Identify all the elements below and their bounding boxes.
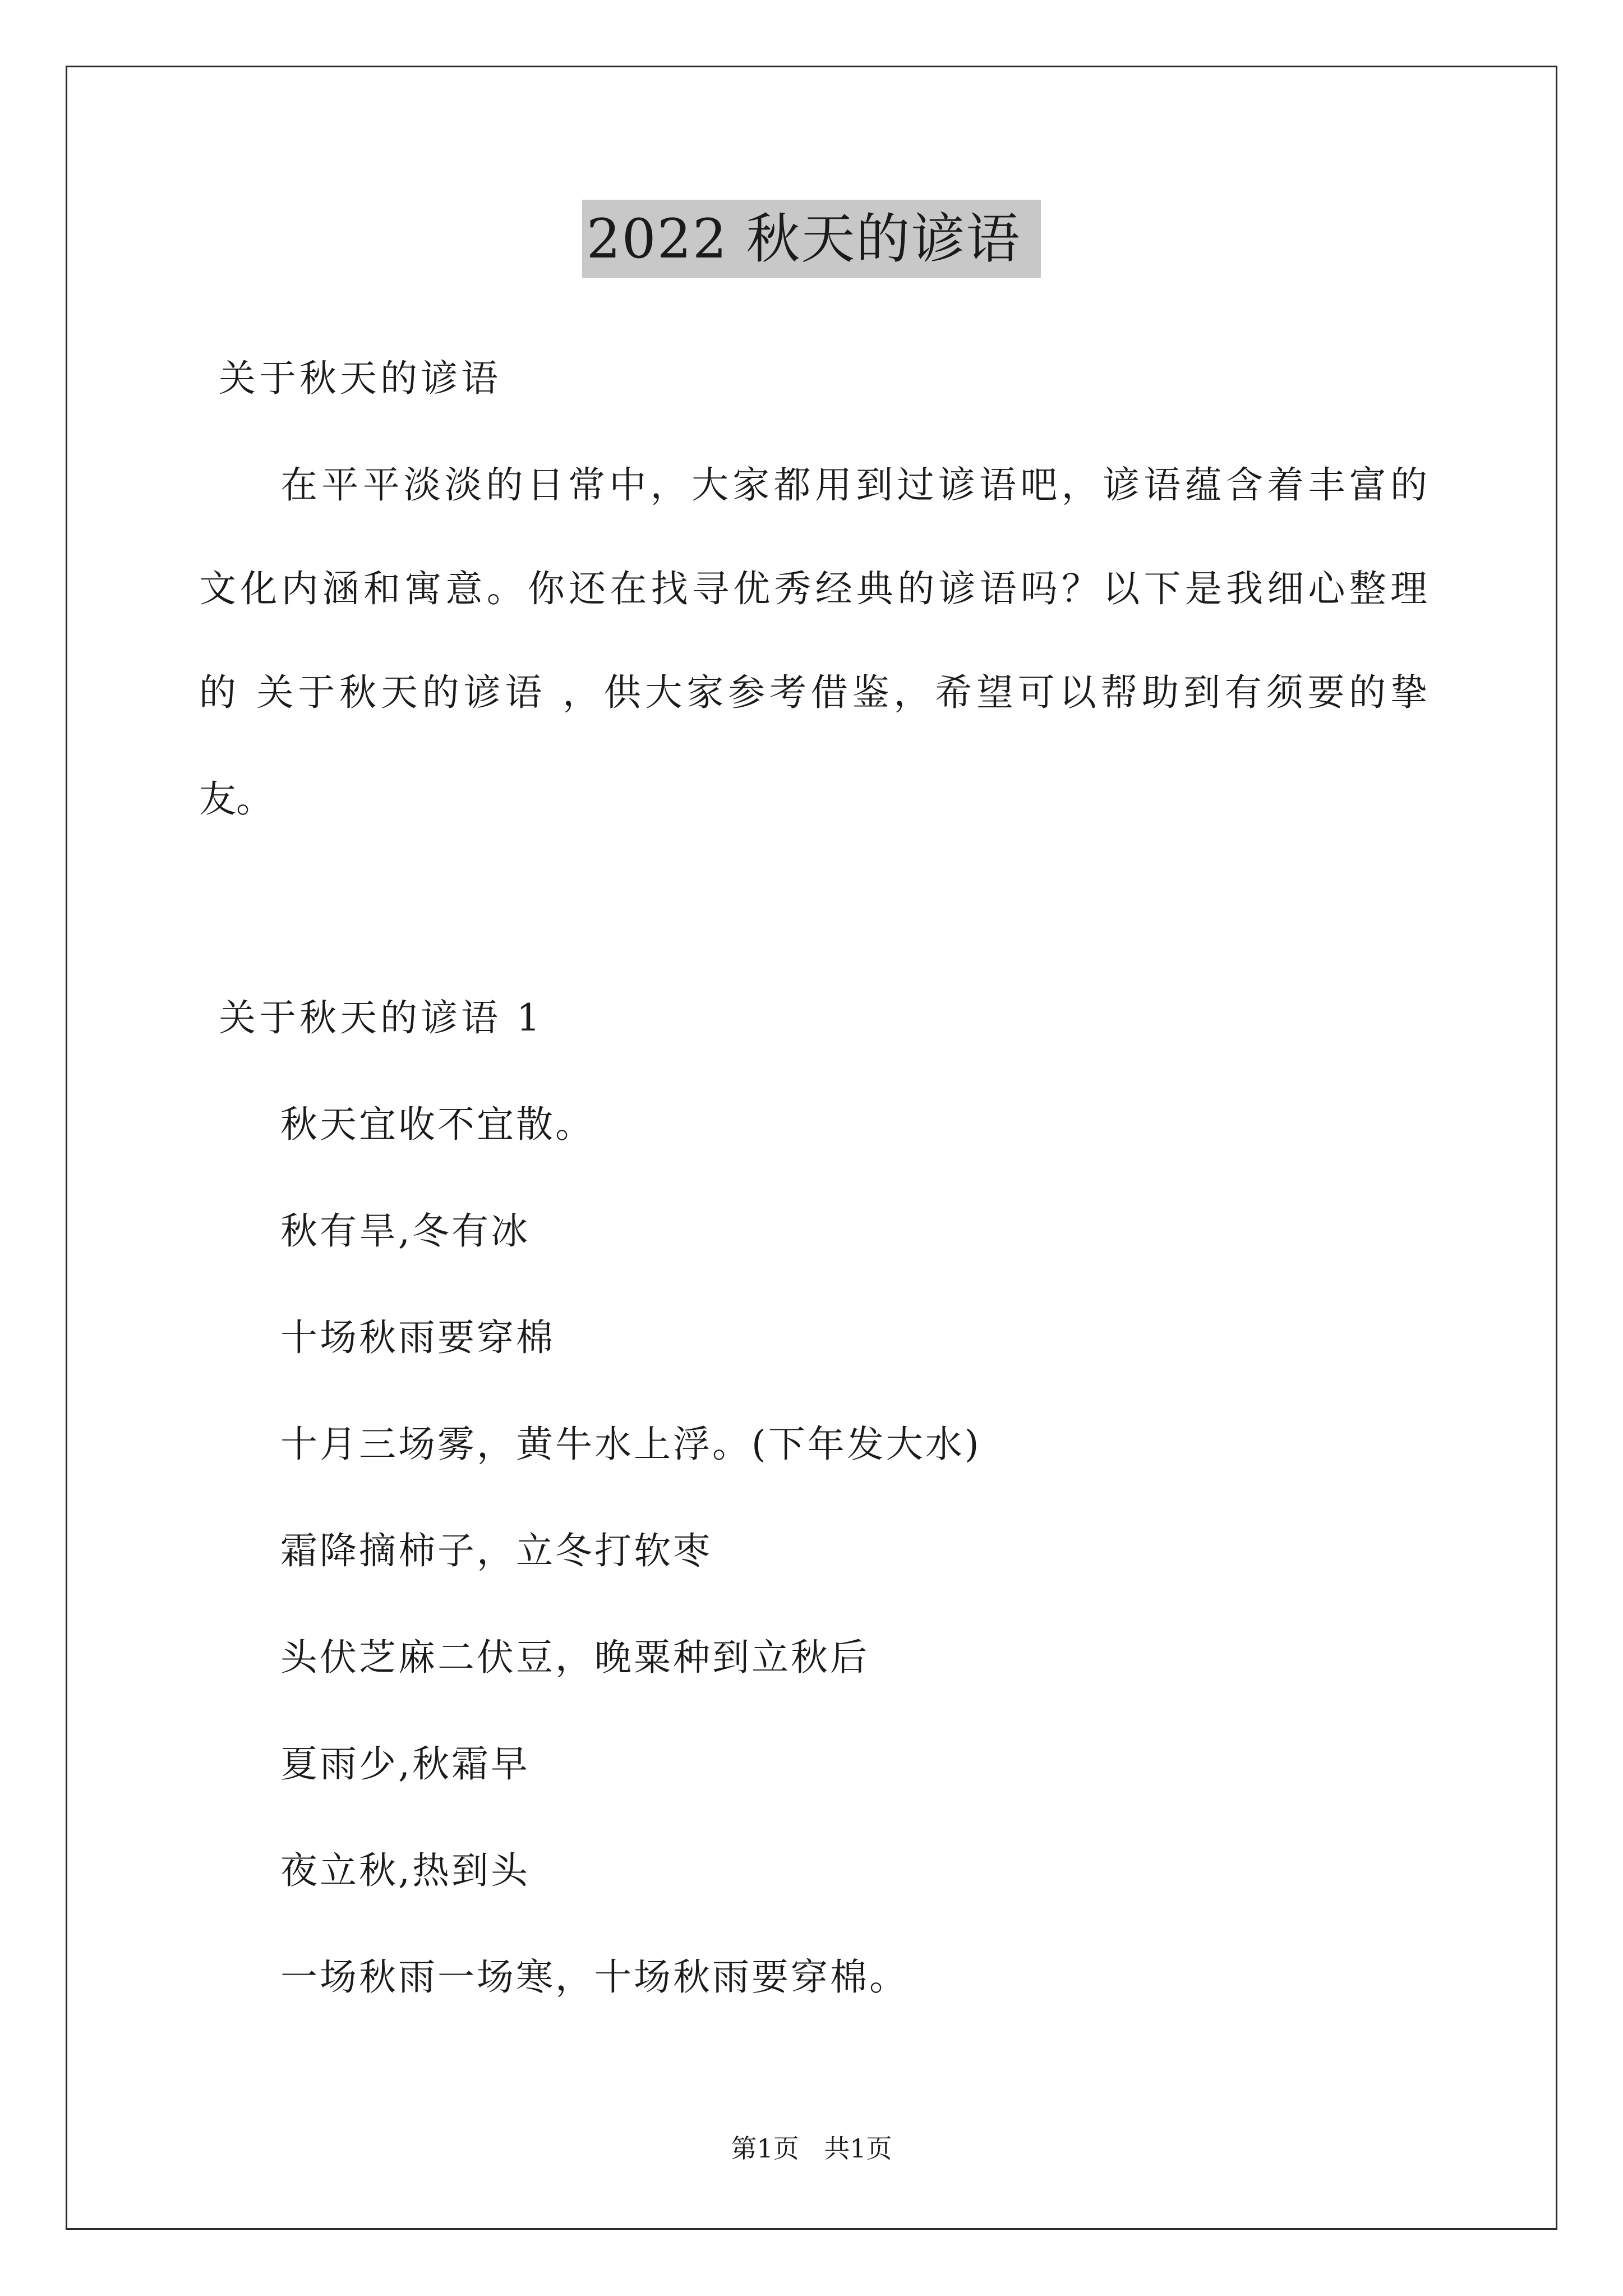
saying-item: 秋有旱,冬有冰 xyxy=(280,1209,530,1253)
saying-item: 霜降摘柿子，立冬打软枣 xyxy=(280,1529,712,1572)
saying-item: 十月三场雾，黄牛水上浮。(下年发大水) xyxy=(280,1423,981,1466)
saying-item: 十场秋雨要穿棉 xyxy=(280,1316,555,1359)
saying-item: 头伏芝麻二伏豆，晚粟种到立秋后 xyxy=(280,1636,869,1679)
intro-line-2: 文化内涵和寓意。你还在找寻优秀经典的谚语吗？以下是我细心整理 xyxy=(199,567,1427,610)
document-title: 2022 秋天的谚语 xyxy=(582,200,1041,278)
page-footer: 第1页 共1页 xyxy=(731,2133,892,2164)
saying-item: 夜立秋,热到头 xyxy=(280,1849,530,1892)
saying-item: 夏雨少,秋霜早 xyxy=(280,1742,530,1786)
intro-line-3: 的 关于秋天的谚语 ，供大家参考借鉴，希望可以帮助到有须要的挚 xyxy=(199,671,1427,714)
intro-line-1: 在平平淡淡的日常中，大家都用到过谚语吧，谚语蕴含着丰富的 xyxy=(280,463,1427,507)
title-container xyxy=(0,200,1623,278)
intro-line-4: 友。 xyxy=(199,777,273,821)
saying-item: 秋天宜收不宜散。 xyxy=(280,1103,594,1146)
intro-heading: 关于秋天的谚语 xyxy=(219,357,501,400)
saying-item: 一场秋雨一场寒，十场秋雨要穿棉。 xyxy=(280,1955,909,1999)
section-heading: 关于秋天的谚语 1 xyxy=(219,996,543,1039)
